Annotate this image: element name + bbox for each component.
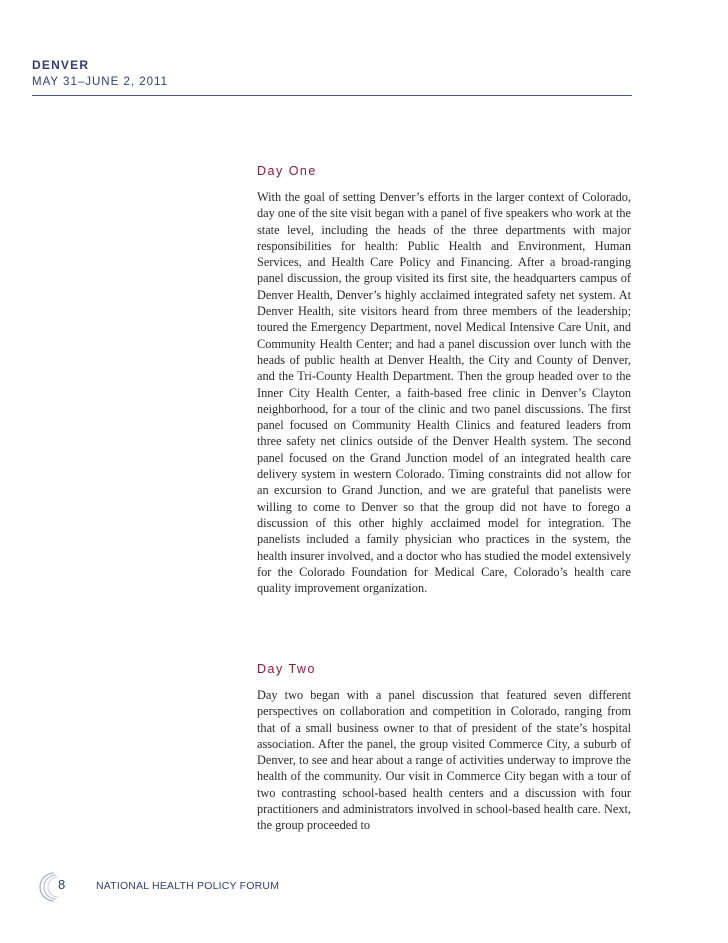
forum-arc-icon xyxy=(38,872,60,902)
section-day-two xyxy=(257,661,631,834)
section-title: Day One xyxy=(257,164,317,178)
header-dates: MAY 31–JUNE 2, 2011 xyxy=(32,76,168,88)
page-number: 8 xyxy=(58,877,66,892)
section-title: Day Two xyxy=(257,662,316,676)
page-header xyxy=(32,57,632,90)
page-footer xyxy=(38,872,298,902)
section-body: With the goal of setting Denver’s efforts in the larger context of Colorado, day one of the site visit began with a panel of five speakers who work at the state level, including the heads of the three departments with major responsibilities for health: Public Health and Environment, Human Services, and Health Care Policy and Financing. After a broad-ranging panel discussion, the group visited its first site, the headquarters campus of Denver Health, Denver’s highly acclaimed integrated safety net system. At Denver Health, site visitors heard from three members of the leadership; toured the Emergency Department, novel Medical Intensive Care Unit, and Community Health Center; and had a panel discussion over lunch with the heads of public health at Denver Health, the City and County of Denver, and the Tri-County Health Department. Then the group headed over to the Inner City Health Center, a faith-based free clinic in Denver’s Clayton neighborhood, for a tour of the clinic and two panel discussions. The first panel focused on Community Health Clinics and featured leaders from three safety net clinics outside of the Denver Health system. The second panel focused on the Grand Junction model of an integrated health care delivery system in western Colorado. Timing constraints did not allow for an excursion to Grand Junction, and we are grateful that panelists were willing to come to Denver so that the group did not have to forego a discussion of this other highly acclaimed model for integration. The panelists included a family physician who practices in the system, the health insurer involved, and a doctor who has studied the model extensively for the Colorado Foundation for Medical Care, Colorado’s health care quality improvement organization. xyxy=(257,190,631,596)
section-day-one xyxy=(257,163,631,596)
header-city: DENVER xyxy=(32,58,90,72)
section-body: Day two began with a panel discussion that featured seven different perspectives on collaboration and competition in Colorado, ranging from that of a small business owner to that of president of the state’s hospital association. After the panel, the group visited Commerce City, a suburb of Denver, to see and hear about a range of activities underway to improve the health of the community. Our visit in Commerce City began with a tour of two contrasting school-based health centers and a discussion with four practitioners and administrators involved in school-based health care. Next, the group proceeded to xyxy=(257,688,631,833)
footer-organization: NATIONAL HEALTH POLICY FORUM xyxy=(96,880,280,892)
header-rule xyxy=(32,95,632,96)
